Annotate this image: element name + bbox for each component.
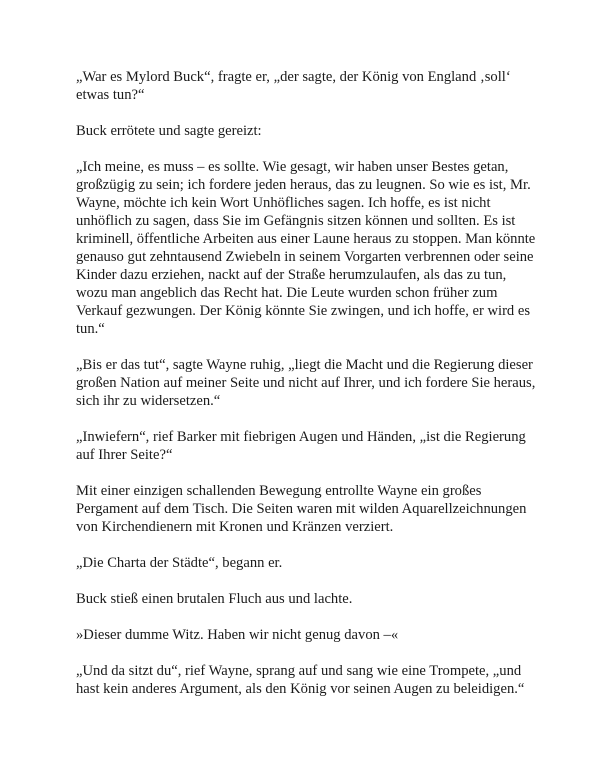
paragraph-question-buck: „War es Mylord Buck“, fragte er, „der sagte, der König von England ‚soll‘ etwas tun?“ <box>76 69 511 103</box>
paragraph-parchment: Mit einer einzigen schallenden Bewegung entrollte Wayne ein großes Pergament auf dem Tisch. Die Seiten waren mit wilden Aquarellzeichnungen von Kirchendienern mit Kronen und Kränzen verziert. <box>76 483 527 535</box>
paragraph-buck-speech: „Ich meine, es muss – es sollte. Wie gesagt, wir haben unser Bestes getan, großzügig zu sein; ich fordere jeden heraus, das zu leugnen. So wie es ist, Mr. Wayne, möchte ich kein Wort Unhöfliches sagen. Ich hoffe, es ist nicht unhöflich zu sagen, dass Sie im Gefängnis sitzen können und sollten. Es ist kriminell, öffentliche Arbeiten aus einer Laune heraus zu stoppen. Man könnte genauso gut zehntausend Zwiebeln in seinem Vorgarten verbrennen oder seine Kinder dazu erziehen, nackt auf der Straße herumzulaufen, als das zu tun, wozu man angeblich das Recht hat. Die Leute wurden schon früher zum Verkauf gezwungen. Der König könnte Sie zwingen, und ich hoffe, er wird es tun.“ <box>76 159 536 337</box>
paragraph-buck-blushes: Buck errötete und sagte gereizt: <box>76 123 262 139</box>
paragraph-barker-question: „Inwiefern“, rief Barker mit fiebrigen Augen und Händen, „ist die Regierung auf Ihrer Seite?“ <box>76 429 526 463</box>
paragraph-stupid-joke: »Dieser dumme Witz. Haben wir nicht genug davon –« <box>76 627 399 643</box>
paragraph-wayne-reply: „Bis er das tut“, sagte Wayne ruhig, „liegt die Macht und die Regierung dieser großen Nation auf meiner Seite und nicht auf Ihrer, und ich fordere Sie heraus, sich ihr zu widersetzen.“ <box>76 357 536 409</box>
document-body <box>76 68 538 716</box>
paragraph-charter: „Die Charta der Städte“, begann er. <box>76 555 283 571</box>
paragraph-buck-curse: Buck stieß einen brutalen Fluch aus und lachte. <box>76 591 353 607</box>
paragraph-wayne-trumpet: „Und da sitzt du“, rief Wayne, sprang auf und sang wie eine Trompete, „und hast kein anderes Argument, als den König vor seinen Augen zu beleidigen.“ <box>76 663 525 697</box>
